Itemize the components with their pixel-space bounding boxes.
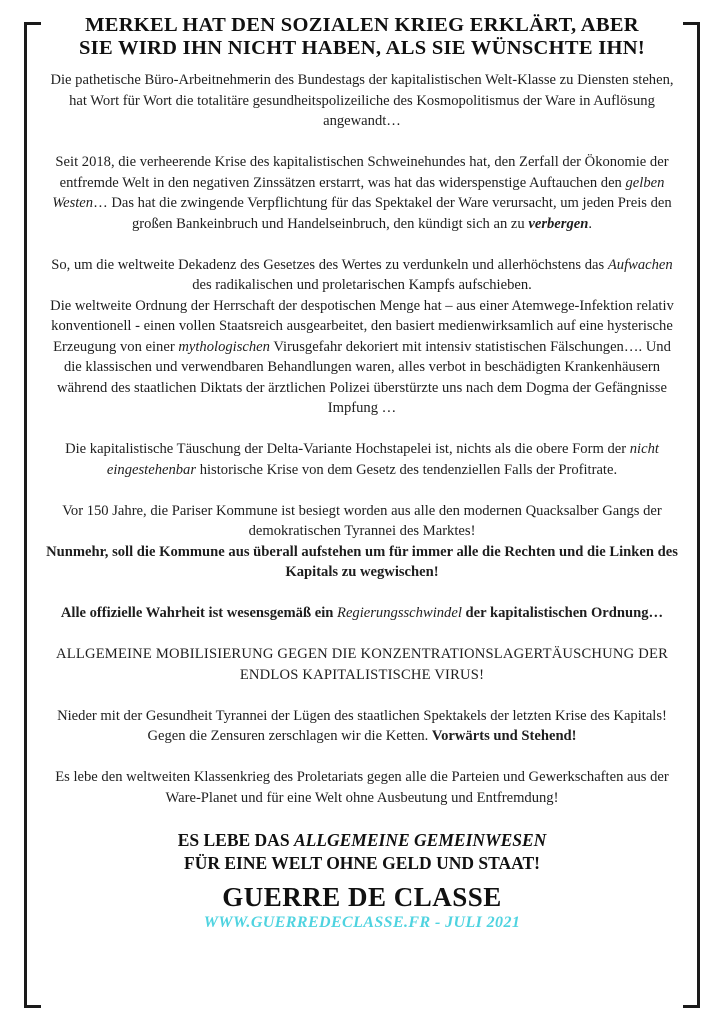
leaflet-content [44,14,680,933]
footer-url: WWW.GUERREDECLASSE.FR - JULI 2021 [203,913,521,931]
paragraph-crisis-text-c: … Das hat die zwingende Verpflichtung für das Spektakel der Ware verursacht, um jeden Preis den großen Bankeinbruch und Handelseinbruch, den kündigt sich an zu [93,195,672,232]
frame-left-border [24,22,27,1008]
closing-line-2: FÜR EINE WELT OHNE GELD UND STAAT! [184,852,540,873]
closing-line-1a: ES LEBE DAS [177,829,294,850]
closing-line-1b: ALLGEMEINE GEMEINWESEN [293,829,547,850]
headline-line-1: MERKEL HAT DEN SOZIALEN KRIEG ERKLÄRT, ABER [85,14,639,36]
paragraph-wahrheit [44,603,680,624]
paragraph-order [44,296,680,419]
paragraph-decadence-text-a: So, um die weltweite Dekadenz des Gesetzes des Wertes zu verdunkeln und allerhöchstens das [51,256,608,273]
paragraph-kommune-call [44,542,680,583]
paragraph-crisis [44,152,680,234]
paragraph-crisis-text-a: Seit 2018, die verheerende Krise des kapitalistischen Schweinehundes hat, den Zerfall der Ökonomie der entfremde Welt in den negativen Zinssätzen erstarrt, was hat das widerspenstige Auftauchen den [55,154,669,191]
paragraph-decadence-text-c: des radikalischen und proletarischen Kampfs aufschieben. [192,277,532,293]
frame-right-border [697,22,700,1008]
paragraph-nieder [44,706,680,747]
aufwachen-emphasis: Aufwachen [607,256,673,273]
headline-line-2: SIE WIRD IHN NICHT HABEN, ALS SIE WÜNSCHTE IHN! [78,37,646,59]
nicht-eingestehenbar-emphasis: nicht eingestehenbar [106,441,659,478]
paragraph-klassenkrieg: Es lebe den weltweiten Klassenkrieg des Proletariats gegen alle die Parteien und Gewerkschaften aus der Ware-Planet und für eine Welt ohne Ausbeutung und Entfremdung! [55,769,669,806]
paragraph-intro: Die pathetische Büro-Arbeitnehmerin des Bundestags der kapitalistischen Welt-Klasse zu Diensten stehen, hat Wort für Wort die totalitäre gesundheitspolizeiliche des Kosmopolitismus der Ware in Auflösung angewandt… [50,72,674,129]
kommune-call-bold: Nunmehr, soll die Kommune aus überall aufstehen um für immer alle die Rechten und die Linken des Kapitals zu wegwischen! [46,543,678,580]
wahrheit-text-c: der kapitalistischen Ordnung… [461,605,664,621]
nieder-text-a: Nieder mit der Gesundheit Tyrannei der Lügen des staatlichen Spektakels der letzten Krise des Kapitals! Gegen die Zensuren zerschlagen wir die Ketten. [57,707,667,744]
paragraph-crisis-text-e: . [588,215,592,232]
paragraph-delta [44,439,680,480]
verbergen-emphasis: verbergen [528,215,589,232]
paragraph-decadence [44,255,680,296]
paragraph-delta-text-c: historische Krise von dem Gesetz des tendenziellen Falls der Profitrate. [196,461,618,478]
closing-slogan [44,829,680,875]
gelbe-westen-emphasis: gelben Westen [52,174,665,211]
wahrheit-text-a: Alle offizielle Wahrheit ist wesensgemäß ein [60,605,338,621]
paragraph-kommune: Vor 150 Jahre, die Pariser Kommune ist besiegt worden aus alle den modernen Quacksalber Gangs der demokratischen Tyrannei des Marktes! [62,502,662,539]
paragraph-order-text-c: Virusgefahr dekoriert mit intensiv statistischen Fälschungen…. Und die klassischen und verwendbaren Behandlungen waren, alles verbot in beschädigten Krankenhäusern während des staatlichen Diktats der ärztlichen Polizei überstürzte uns nach dem Dogma der Gefängnisse Impfung … [57,338,671,416]
signature: GUERRE DE CLASSE [222,881,502,912]
paragraph-order-text-a: Die weltweite Ordnung der Herrschaft der despotischen Menge hat – aus einer Atemwege-Infektion relativ konventionell - einen vollen Staatsreich ausgearbeitet, den basiert medienwirksamlich auf eine hysterische Erzeugung von einer [50,297,674,355]
headline [44,14,680,60]
paragraph-delta-text-a: Die kapitalistische Täuschung der Delta-Variante Hochstapelei ist, nichts als die obere Form der [65,441,630,457]
mythologischen-emphasis: mythologischen [178,338,270,355]
paragraph-mobilisierung: ALLGEMEINE MOBILISIERUNG GEGEN DIE KONZENTRATIONSLAGERTÄUSCHUNG DER ENDLOS KAPITALISTISCHE VIRUS! [55,646,669,683]
regierungsschwindel-emphasis: Regierungsschwindel [337,605,462,621]
vorwaerts-emphasis: Vorwärts und Stehend! [431,728,577,744]
